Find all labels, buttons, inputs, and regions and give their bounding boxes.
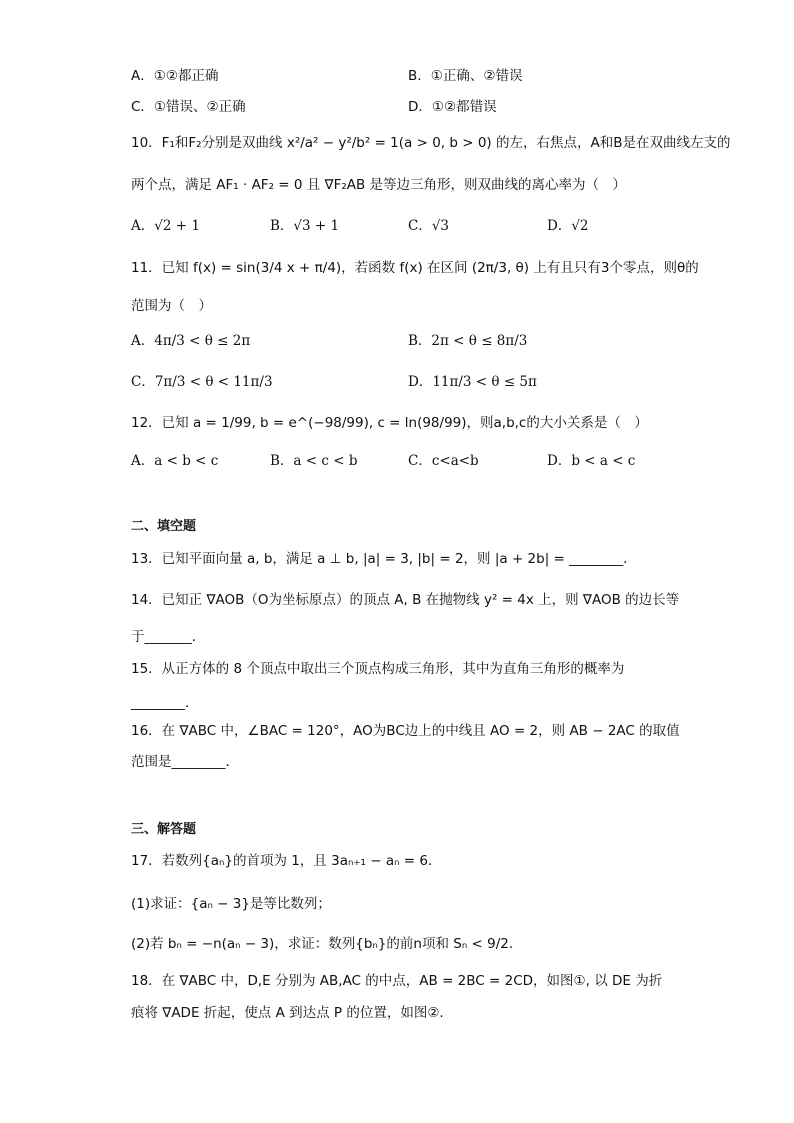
q15-stem-line2: ________． [131, 695, 199, 711]
q14-stem-line1: 14．已知正 ∇AOB（O为坐标原点）的顶点 A, B 在抛物线 y² = 4x 上，则 ∇AOB 的边长等 [131, 592, 680, 608]
q9-option-c: C．①错误、②正确 [131, 99, 246, 115]
q11-option-c: C．7π/3 < θ < 11π/3 [131, 374, 273, 390]
q9-option-d: D．①②都错误 [408, 99, 497, 115]
q11-option-b: B．2π < θ ≤ 8π/3 [408, 333, 528, 349]
q12-option-d: D．b < a < c [547, 453, 636, 469]
section-title-solutions: 三、解答题 [131, 822, 197, 837]
q18-stem-line1: 18．在 ∇ABC 中，D,E 分别为 AB,AC 的中点，AB = 2BC = 2CD，如图①, 以 DE 为折 [131, 973, 663, 989]
q12-option-a: A．a < b < c [131, 453, 219, 469]
q11-stem-line1: 11．已知 f(x) = sin(3/4 x + π/4)，若函数 f(x) 在区间 (2π/3, θ) 上有且只有3个零点，则θ的 [131, 260, 699, 276]
q12-option-b: B．a < c < b [270, 453, 358, 469]
q11-option-d: D．11π/3 < θ ≤ 5π [408, 374, 537, 390]
q14-stem-line2: 于_______． [131, 629, 206, 645]
q10-option-a: A．√2 + 1 [131, 218, 200, 234]
q13-stem: 13．已知平面向量 a, b，满足 a ⊥ b, |a| = 3, |b| = 2，则 |a + 2b| = ________． [131, 551, 637, 567]
q16-stem-line2: 范围是________． [131, 754, 239, 770]
q15-stem-line1: 15．从正方体的 8 个顶点中取出三个顶点构成三角形，其中为直角三角形的概率为 [131, 661, 625, 677]
q9-option-a: A．①②都正确 [131, 68, 219, 84]
q17-stem: 17．若数列{aₙ}的首项为 1，且 3aₙ₊₁ − aₙ = 6． [131, 853, 442, 869]
q10-stem-line1: 10．F₁和F₂分别是双曲线 x²/a² − y²/b² = 1(a > 0, b > 0) 的左，右焦点，A和B是在双曲线左支的 [131, 135, 731, 151]
q11-option-a: A．4π/3 < θ ≤ 2π [131, 333, 251, 349]
q16-stem-line1: 16．在 ∇ABC 中，∠BAC = 120°，AO为BC边上的中线且 AO = 2，则 AB − 2AC 的取值 [131, 723, 680, 739]
q17-part1: (1)求证：{aₙ − 3}是等比数列； [131, 896, 331, 912]
q17-part2: (2)若 bₙ = −n(aₙ − 3)，求证：数列{bₙ}的前n项和 Sₙ < 9/2． [131, 936, 523, 952]
q18-stem-line2: 痕将 ∇ADE 折起，使点 A 到达点 P 的位置，如图②. [131, 1005, 444, 1021]
q12-option-c: C．c<a<b [408, 453, 479, 469]
q10-stem-line2: 两个点，满足 AF₁ · AF₂ = 0 且 ∇F₂AB 是等边三角形，则双曲线的离心率为（ ） [131, 177, 627, 193]
q12-stem: 12．已知 a = 1/99, b = e^(−98/99), c = ln(98/99)，则a,b,c的大小关系是（ ） [131, 415, 648, 431]
q10-option-b: B．√3 + 1 [270, 218, 340, 234]
q9-option-b: B．①正确、②错误 [408, 68, 523, 84]
q10-option-c: C．√3 [408, 218, 450, 234]
q11-stem-line2: 范围为（ ） [131, 298, 212, 314]
section-title-fill-in: 二、填空题 [131, 519, 197, 534]
q10-option-d: D．√2 [547, 218, 589, 234]
